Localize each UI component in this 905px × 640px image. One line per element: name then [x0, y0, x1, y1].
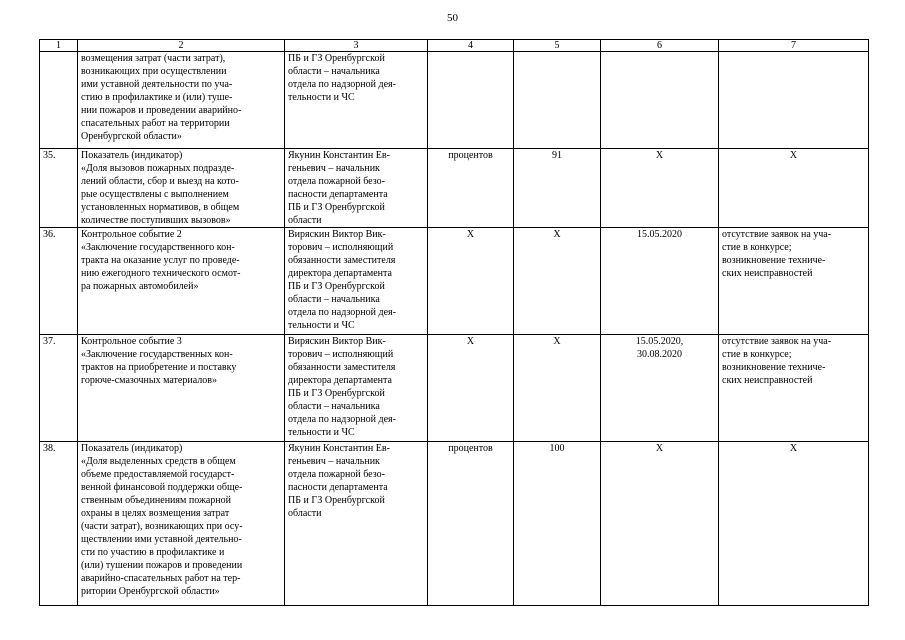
row-number-cell: 37. — [40, 335, 78, 442]
description-cell-line: (части затрат), возникающих при осу- — [81, 521, 243, 532]
responsible-cell-line: области – начальника — [288, 294, 380, 305]
table-row — [40, 149, 869, 228]
description-cell-line: «Доля выделенных средств в общем — [81, 456, 236, 467]
responsible-cell-line: Виряскин Виктор Вик- — [288, 229, 386, 240]
table-row — [40, 52, 869, 149]
description-cell-line: нию ежегодного технического осмот- — [81, 268, 241, 279]
responsible-cell — [285, 149, 428, 228]
description-cell — [78, 228, 285, 335]
risk-cell-line: отсутствие заявок на уча- — [722, 336, 832, 347]
date-cell-line: 15.05.2020 — [637, 229, 682, 240]
description-cell — [78, 335, 285, 442]
responsible-cell-line: пасности департамента — [288, 189, 388, 200]
row-number-cell: 36. — [40, 228, 78, 335]
responsible-cell-line: обязанности заместителя — [288, 362, 396, 373]
responsible-cell-line: тельности и ЧС — [288, 92, 355, 103]
page-number: 50 — [447, 12, 458, 24]
plan-table — [39, 39, 869, 606]
responsible-cell-line: ПБ и ГЗ Оренбургской — [288, 202, 385, 213]
responsible-cell-line: пасности департамента — [288, 482, 388, 493]
description-cell-line: лений области, сбор и выезд на кото- — [81, 176, 239, 187]
responsible-cell — [285, 442, 428, 606]
responsible-cell — [285, 228, 428, 335]
description-cell-line: Показатель (индикатор) — [81, 443, 183, 454]
unit-cell: Х — [428, 228, 514, 335]
description-cell-line: тракта на оказание услуг по проведе- — [81, 255, 240, 266]
header-row — [40, 40, 869, 52]
description-cell-line: горюче-смазочных материалов» — [81, 375, 217, 386]
responsible-cell-line: области – начальника — [288, 401, 380, 412]
date-cell — [601, 228, 719, 335]
header-cell-2: 2 — [78, 40, 285, 52]
description-cell-line: сти по участию в профилактике и — [81, 547, 225, 558]
value-cell — [514, 52, 601, 149]
responsible-cell-line: тельности и ЧС — [288, 320, 355, 331]
description-cell-line: «Доля вызовов пожарных подразде- — [81, 163, 235, 174]
risk-cell-line: отсутствие заявок на уча- — [722, 229, 832, 240]
description-cell-line: Контрольное событие 3 — [81, 336, 182, 347]
responsible-cell-line: обязанности заместителя — [288, 255, 396, 266]
value-cell: Х — [514, 228, 601, 335]
responsible-cell-line: торович – исполняющий — [288, 349, 394, 360]
description-cell-line: ими уставной деятельности по уча- — [81, 79, 233, 90]
header-cell-7: 7 — [719, 40, 869, 52]
header-cell-4: 4 — [428, 40, 514, 52]
description-cell-line: Показатель (индикатор) — [81, 150, 183, 161]
description-cell — [78, 52, 285, 149]
responsible-cell — [285, 335, 428, 442]
unit-cell: Х — [428, 335, 514, 442]
description-cell — [78, 149, 285, 228]
value-cell: 100 — [514, 442, 601, 606]
description-cell-line: стию в профилактике и (или) туше- — [81, 92, 233, 103]
description-cell-line: рые осуществлены с выполнением — [81, 189, 229, 200]
description-cell-line: установленных нормативов, в общем — [81, 202, 240, 213]
responsible-cell-line: Виряскин Виктор Вик- — [288, 336, 386, 347]
responsible-cell-line: директора департамента — [288, 375, 392, 386]
responsible-cell-line: ПБ и ГЗ Оренбургской — [288, 388, 385, 399]
risk-cell — [719, 442, 869, 606]
risk-cell-line: возникновение техниче- — [722, 362, 826, 373]
description-cell-line: возмещения затрат (части затрат), — [81, 53, 226, 64]
responsible-cell-line: области – начальника — [288, 66, 380, 77]
responsible-cell-line: директора департамента — [288, 268, 392, 279]
responsible-cell — [285, 52, 428, 149]
header-cell-1: 1 — [40, 40, 78, 52]
risk-cell-line: ских неисправностей — [722, 268, 813, 279]
table-row — [40, 442, 869, 606]
description-cell-line: ственным объединениям пожарной — [81, 495, 231, 506]
description-cell-line: венной финансовой поддержки обще- — [81, 482, 243, 493]
risk-cell-line: Х — [789, 150, 798, 161]
description-cell-line: Контрольное событие 2 — [81, 229, 182, 240]
description-cell-line: спасательных работ на территории — [81, 118, 230, 129]
row-number-cell — [40, 52, 78, 149]
responsible-cell-line: геньевич – начальник — [288, 163, 380, 174]
table-row — [40, 228, 869, 335]
responsible-cell-line: отдела по надзорной дея- — [288, 414, 396, 425]
description-cell-line: ритории Оренбургской области» — [81, 586, 220, 597]
description-cell-line: аварийно-спасательных работ на тер- — [81, 573, 241, 584]
responsible-cell-line: ПБ и ГЗ Оренбургской — [288, 281, 385, 292]
description-cell-line: ра пожарных автомобилей» — [81, 281, 199, 292]
risk-cell — [719, 149, 869, 228]
responsible-cell-line: отдела по надзорной дея- — [288, 79, 396, 90]
responsible-cell-line: отдела пожарной безо- — [288, 469, 385, 480]
unit-cell: процентов — [428, 442, 514, 606]
date-cell — [601, 52, 719, 149]
description-cell-line: «Заключение государственных кон- — [81, 349, 233, 360]
risk-cell-line: стие в конкурсе; — [722, 242, 792, 253]
header-cell-6: 6 — [601, 40, 719, 52]
description-cell-line: «Заключение государственного кон- — [81, 242, 235, 253]
responsible-cell-line: отдела по надзорной дея- — [288, 307, 396, 318]
unit-cell: процентов — [428, 149, 514, 228]
risk-cell — [719, 335, 869, 442]
date-cell — [601, 335, 719, 442]
date-cell-line: 30.08.2020 — [637, 349, 682, 360]
risk-cell-line: стие в конкурсе; — [722, 349, 792, 360]
responsible-cell-line: Якунин Константин Ев- — [288, 443, 390, 454]
date-cell-line: 15.05.2020, — [635, 336, 684, 347]
responsible-cell-line: ПБ и ГЗ Оренбургской — [288, 53, 385, 64]
header-cell-3: 3 — [285, 40, 428, 52]
date-cell — [601, 149, 719, 228]
header-cell-5: 5 — [514, 40, 601, 52]
row-number-cell: 35. — [40, 149, 78, 228]
risk-cell — [719, 52, 869, 149]
description-cell-line: нии пожаров и проведении аварийно- — [81, 105, 242, 116]
value-cell: Х — [514, 335, 601, 442]
description-cell — [78, 442, 285, 606]
value-cell: 91 — [514, 149, 601, 228]
responsible-cell-line: области — [288, 215, 322, 226]
responsible-cell-line: ПБ и ГЗ Оренбургской — [288, 495, 385, 506]
description-cell-line: ществлении ими уставной деятельно- — [81, 534, 242, 545]
description-cell-line: трактов на приобретение и поставку — [81, 362, 237, 373]
responsible-cell-line: Якунин Константин Ев- — [288, 150, 390, 161]
risk-cell — [719, 228, 869, 335]
responsible-cell-line: торович – исполняющий — [288, 242, 394, 253]
description-cell-line: количестве поступивших вызовов» — [81, 215, 231, 226]
row-number-cell: 38. — [40, 442, 78, 606]
responsible-cell-line: геньевич – начальник — [288, 456, 380, 467]
responsible-cell-line: тельности и ЧС — [288, 427, 355, 438]
risk-cell-line: возникновение техниче- — [722, 255, 826, 266]
risk-cell-line: ских неисправностей — [722, 375, 813, 386]
table-row — [40, 335, 869, 442]
description-cell-line: (или) тушении пожаров и проведении — [81, 560, 243, 571]
date-cell-line: Х — [655, 443, 664, 454]
description-cell-line: Оренбургской области» — [81, 131, 182, 142]
responsible-cell-line: области — [288, 508, 322, 519]
description-cell-line: охраны в целях возмещения затрат — [81, 508, 230, 519]
date-cell-line: Х — [655, 150, 664, 161]
risk-cell-line: Х — [789, 443, 798, 454]
responsible-cell-line: отдела пожарной безо- — [288, 176, 385, 187]
unit-cell — [428, 52, 514, 149]
description-cell-line: возникающих при осуществлении — [81, 66, 227, 77]
description-cell-line: объеме предоставляемой государст- — [81, 469, 235, 480]
date-cell — [601, 442, 719, 606]
